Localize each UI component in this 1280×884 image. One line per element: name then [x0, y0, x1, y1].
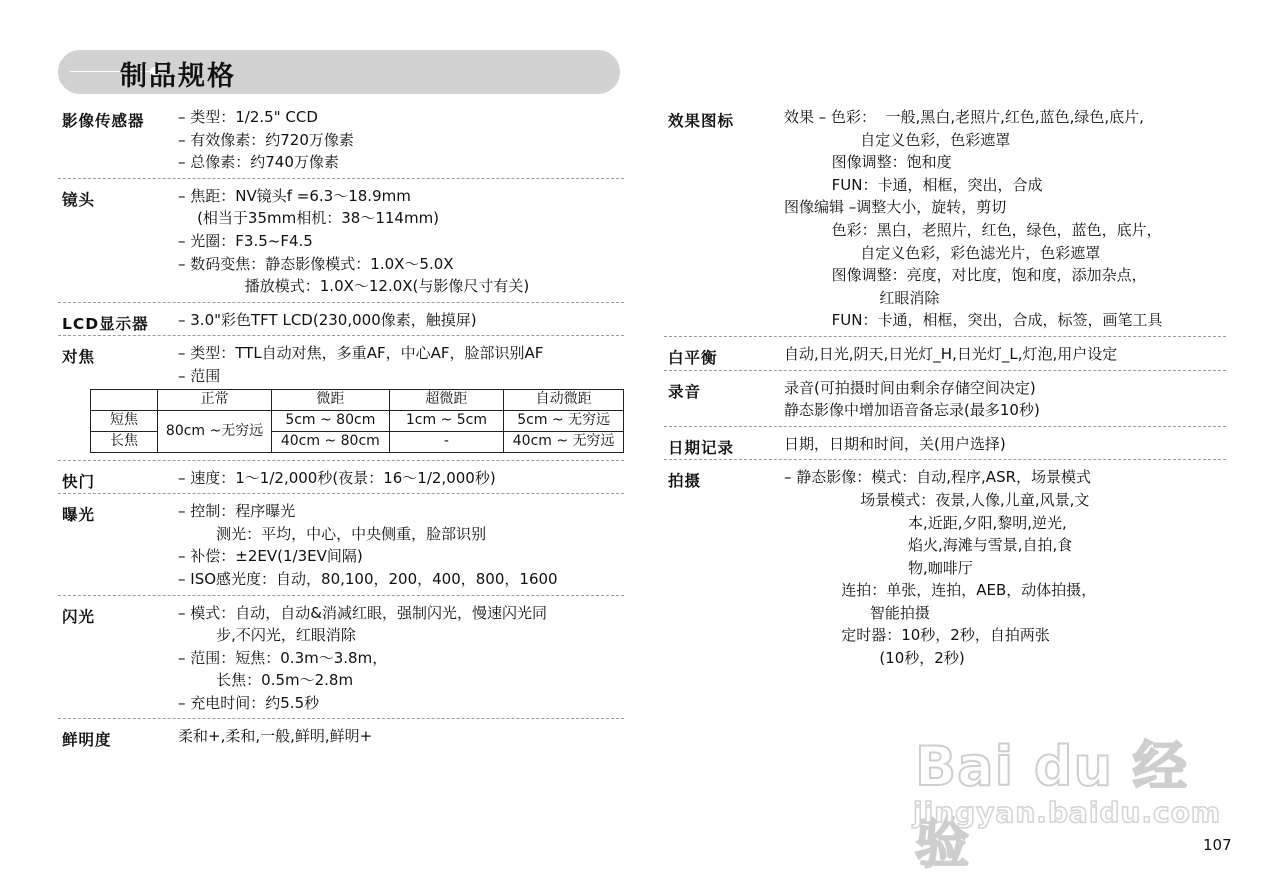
spec-line: 录音(可拍摄时间由剩余存储空间决定) [784, 378, 1036, 397]
super-macro-cell: - [389, 431, 504, 452]
spec-line: – 模式：自动，自动&消减红眼，强制闪光，慢速闪光同 [178, 603, 547, 622]
focus-range-table [90, 389, 624, 453]
spec-line: – 数码变焦：静态影像模式：1.0X～5.0X [178, 254, 454, 273]
spec-line: – 范围：短焦：0.3m～3.8m， [178, 648, 388, 667]
spec-lines [58, 602, 624, 715]
spec-section [58, 500, 624, 595]
spec-label: 闪光 [62, 607, 96, 626]
spec-line: – 补偿：±2EV(1/3EV间隔) [178, 547, 363, 566]
auto-macro-cell: 5cm ~ 无穷远 [504, 410, 624, 431]
spec-line: 场景模式：夜景,人像,儿童,风景,文 [784, 490, 1090, 509]
spec-line: 自定义色彩，色彩遮罩 [784, 130, 1011, 149]
spec-section [664, 343, 1226, 371]
spec-section [58, 106, 624, 179]
spec-section [664, 466, 1226, 673]
spec-line: 效果 – 色彩： 一般,黑白,老照片,红色,蓝色,绿色,底片, [784, 108, 1144, 126]
right-spec-column [664, 106, 1226, 680]
spec-line: 测光：平均，中心，中央侧重，脸部识别 [178, 524, 487, 543]
spec-section [664, 433, 1226, 461]
spec-label: 效果图标 [668, 112, 735, 130]
spec-line: 自定义色彩，彩色滤光片，色彩遮罩 [784, 243, 1101, 262]
spec-line: (10秒，2秒) [784, 649, 965, 668]
spec-line: FUN：卡通，相框，突出，合成，标签，画笔工具 [784, 311, 1163, 330]
spec-line: 图像调整：亮度，对比度，饱和度，添加杂点， [784, 266, 1147, 285]
spec-line: 红眼消除 [784, 288, 940, 307]
spec-line: 焰火,海滩与雪景,自拍,食 [784, 536, 1073, 555]
spec-line: 长焦：0.5m～2.8m [178, 671, 354, 690]
spec-lines [58, 725, 624, 748]
spec-line: 图像编辑 –调整大小，旋转，剪切 [784, 198, 1007, 217]
spec-line: – 范围 [178, 366, 221, 385]
spec-line: 自动,日光,阴天,日光灯_H,日光灯_L,灯泡,用户设定 [784, 344, 1118, 363]
spec-lines [58, 500, 624, 590]
spec-line: 柔和+,柔和,一般,鲜明,鲜明+ [178, 727, 373, 746]
spec-lines [664, 343, 1226, 366]
spec-lines [664, 433, 1226, 456]
spec-section [58, 725, 624, 752]
spec-lines [58, 342, 624, 387]
spec-line: – 静态影像：模式：自动,程序,ASR，场景模式 [784, 468, 1092, 487]
spec-label: 拍摄 [668, 472, 702, 491]
spec-section [58, 185, 624, 303]
spec-line: – 有效像素：约720万像素 [178, 130, 354, 149]
table-row [91, 410, 624, 431]
page-title: 制品规格 [120, 61, 236, 92]
spec-line: 本,近距,夕阳,黎明,逆光, [784, 513, 1067, 532]
spec-section [664, 377, 1226, 427]
spec-line: – 充电时间：约5.5秒 [178, 693, 320, 712]
spec-label: 对焦 [62, 348, 96, 367]
macro-cell: 40cm ~ 80cm [272, 431, 389, 452]
spec-line: – 速度：1～1/2,000秒(夜景：16～1/2,000秒) [178, 468, 496, 487]
watermark-url: jingyan.baidu.com [913, 796, 1222, 829]
spec-line: – 焦距：NV镜头f =6.3～18.9mm [178, 186, 411, 205]
spec-line: (相当于35mm相机：38～114mm) [178, 209, 440, 228]
page-number: 107 [1203, 836, 1232, 854]
super-macro-cell: 1cm ~ 5cm [389, 410, 504, 431]
spec-line: 定时器：10秒，2秒，自拍两张 [784, 626, 1050, 645]
spec-line: – 光圈：F3.5~F4.5 [178, 231, 313, 250]
table-header-cell [91, 389, 158, 410]
table-header-cell: 微距 [272, 389, 389, 410]
spec-lines [664, 106, 1226, 332]
spec-line: 图像调整：饱和度 [784, 153, 952, 172]
row-name-cell: 长焦 [91, 431, 158, 452]
spec-section [58, 467, 624, 495]
spec-label: 快门 [62, 472, 96, 491]
normal-range-cell: 80cm ~无穷远 [158, 410, 272, 452]
title-bar [58, 50, 620, 94]
spec-section [664, 106, 1226, 337]
spec-label: LCD显示器 [62, 314, 149, 333]
spec-line: – 3.0"彩色TFT LCD(230,000像素，触摸屏) [178, 310, 477, 329]
left-spec-column [58, 106, 624, 758]
spec-line: 色彩：黑白，老照片，红色，绿色，蓝色，底片， [784, 220, 1162, 239]
spec-label: 曝光 [62, 506, 96, 525]
spec-section [58, 309, 624, 337]
spec-line: FUN：卡通，相框，突出，合成 [784, 175, 1043, 194]
spec-line: 智能拍摄 [784, 603, 930, 622]
watermark-logo: Bai du 经验 [915, 735, 1188, 875]
spec-label: 镜头 [62, 190, 96, 209]
table-header-row [91, 389, 624, 410]
spec-line: – 总像素：约740万像素 [178, 153, 339, 172]
spec-line: – 类型：TTL自动对焦，多重AF，中心AF，脸部识别AF [178, 344, 544, 363]
spec-line: 静态影像中增加语音备忘录(最多10秒) [784, 401, 1040, 420]
spec-line: – 类型：1/2.5" CCD [178, 108, 318, 126]
spec-label: 录音 [668, 382, 702, 401]
table-header-cell: 超微距 [389, 389, 504, 410]
spec-line: 步,不闪光，红眼消除 [178, 626, 356, 645]
row-name-cell: 短焦 [91, 410, 158, 431]
spec-section [58, 342, 624, 460]
spec-line: 物,咖啡厅 [784, 558, 973, 577]
spec-label: 影像传感器 [62, 112, 145, 130]
spec-line: 连拍：单张，连拍，AEB，动体拍摄， [784, 581, 1097, 600]
spec-label: 鲜明度 [62, 731, 112, 750]
spec-lines [664, 377, 1226, 422]
spec-label: 白平衡 [668, 348, 718, 367]
spec-lines [58, 185, 624, 298]
auto-macro-cell: 40cm ~ 无穷远 [504, 431, 624, 452]
spec-lines [664, 466, 1226, 669]
spec-line: 日期，日期和时间，关(用户选择) [784, 434, 1006, 453]
macro-cell: 5cm ~ 80cm [272, 410, 389, 431]
table-header-cell: 自动微距 [504, 389, 624, 410]
spec-line: – ISO感光度：自动，80,100，200，400，800，1600 [178, 569, 558, 588]
table-header-cell: 正常 [158, 389, 272, 410]
spec-line: 播放模式：1.0X～12.0X(与影像尺寸有关) [178, 277, 530, 296]
spec-lines [58, 467, 624, 490]
spec-label: 日期记录 [668, 438, 735, 457]
spec-line: – 控制：程序曝光 [178, 502, 296, 521]
spec-section [58, 602, 624, 720]
